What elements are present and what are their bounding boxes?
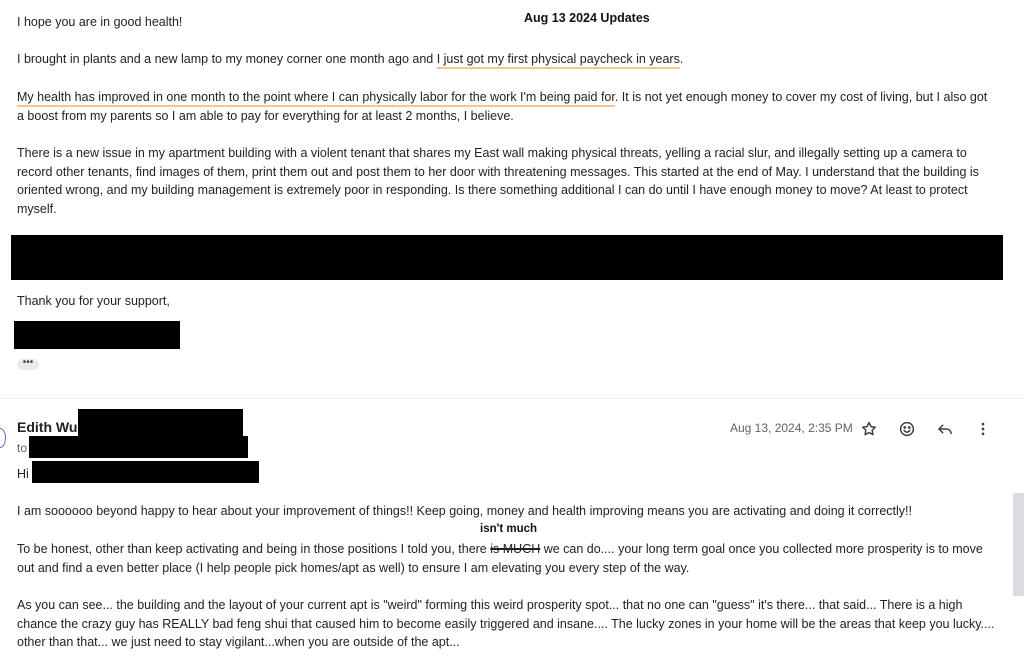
- redaction-signature: [14, 321, 180, 349]
- star-button[interactable]: [858, 418, 880, 440]
- quoted-paragraph-1: [17, 50, 683, 69]
- reply-p2-text: To be honest, other than keep activating and being in those positions I told you, there: [17, 542, 491, 556]
- quoted-p1-text: I brought in plants and a new lamp to my money corner one month ago and: [17, 52, 437, 66]
- scrollbar-thumb[interactable]: [1013, 493, 1024, 596]
- redaction-sender-email: [78, 409, 243, 437]
- quoted-greeting: I hope you are in good health!: [17, 15, 183, 29]
- reply-paragraph-1: I am soooooo beyond happy to hear about your improvement of things!! Keep going, money and health improving means you are activating and doing it correctly!!: [17, 504, 912, 518]
- star-icon: [860, 420, 878, 438]
- quoted-p2-highlight: My health has improved in one month to the point where I can physically labor for the work I'm being paid for: [17, 90, 615, 107]
- quoted-p1-highlight: I just got my first physical paycheck in years: [437, 52, 680, 69]
- redaction-recipient-name: [32, 461, 259, 483]
- annotation-correction: isn't much: [480, 523, 538, 535]
- annotation-title: Aug 13 2024 Updates: [524, 11, 650, 25]
- quoted-paragraph-3: There is a new issue in my apartment building with a violent tenant that shares my East wall making physical threats, yelling a racial slur, and illegally setting up a camera to record other tenants, find images of them, print them out and post them to her door with threatening messages. This started at the end of May. I understand that the building is oriented wrong, and my building management is extremely poor in responding. Is there something additional I can do until I have enough money to move? At least to protect myself.: [17, 146, 979, 216]
- more-vert-icon: [974, 420, 992, 438]
- reply-button[interactable]: [934, 418, 956, 440]
- redaction-block: [11, 235, 1003, 280]
- message-divider: [0, 398, 1024, 399]
- reply-icon: [936, 420, 954, 438]
- quoted-p1-end: .: [679, 52, 684, 66]
- recipient-label[interactable]: to: [17, 441, 28, 455]
- message-date: Aug 13, 2024, 2:35 PM: [730, 421, 853, 435]
- quoted-signoff: Thank you for your support,: [17, 294, 170, 308]
- sender-name[interactable]: Edith Wu: [17, 419, 78, 435]
- reply-paragraph-2: [17, 540, 997, 577]
- redaction-recipient: [29, 436, 248, 458]
- reply-p2-rest: we can do.... your long term goal once you collected more prosperity is to move out and find a even better place (I help people pick homes/apt as well) to ensure I am elevating you every step of the way.: [17, 542, 983, 575]
- emoji-reaction-button[interactable]: [896, 418, 918, 440]
- emoji-icon: [898, 420, 916, 438]
- show-trimmed-content-button[interactable]: •••: [17, 359, 39, 370]
- more-options-button[interactable]: [972, 418, 994, 440]
- avatar-edge: [0, 428, 6, 448]
- quoted-p2-text: . It is not yet enough money to cover my cost of living, but I also got a boost from my parents so I am able to pay for everything for at least 2 months, I believe.: [17, 90, 988, 123]
- quoted-paragraph-2: [17, 88, 997, 125]
- reply-p2-struck: is MUCH: [490, 542, 541, 556]
- reply-greeting: Hi: [17, 467, 29, 481]
- reply-paragraph-3: As you can see... the building and the layout of your current apt is "weird" forming this weird prosperity spot... that no one can "guess" it's there... that said... There is a high chance the crazy guy has REALLY bad feng shui that caused him to become easily triggered and insane.... The lucky zones in your home will be the areas that keep you lucky.... other than that... we just need to stay vigilant...when you are outside of the apt...: [17, 598, 995, 649]
